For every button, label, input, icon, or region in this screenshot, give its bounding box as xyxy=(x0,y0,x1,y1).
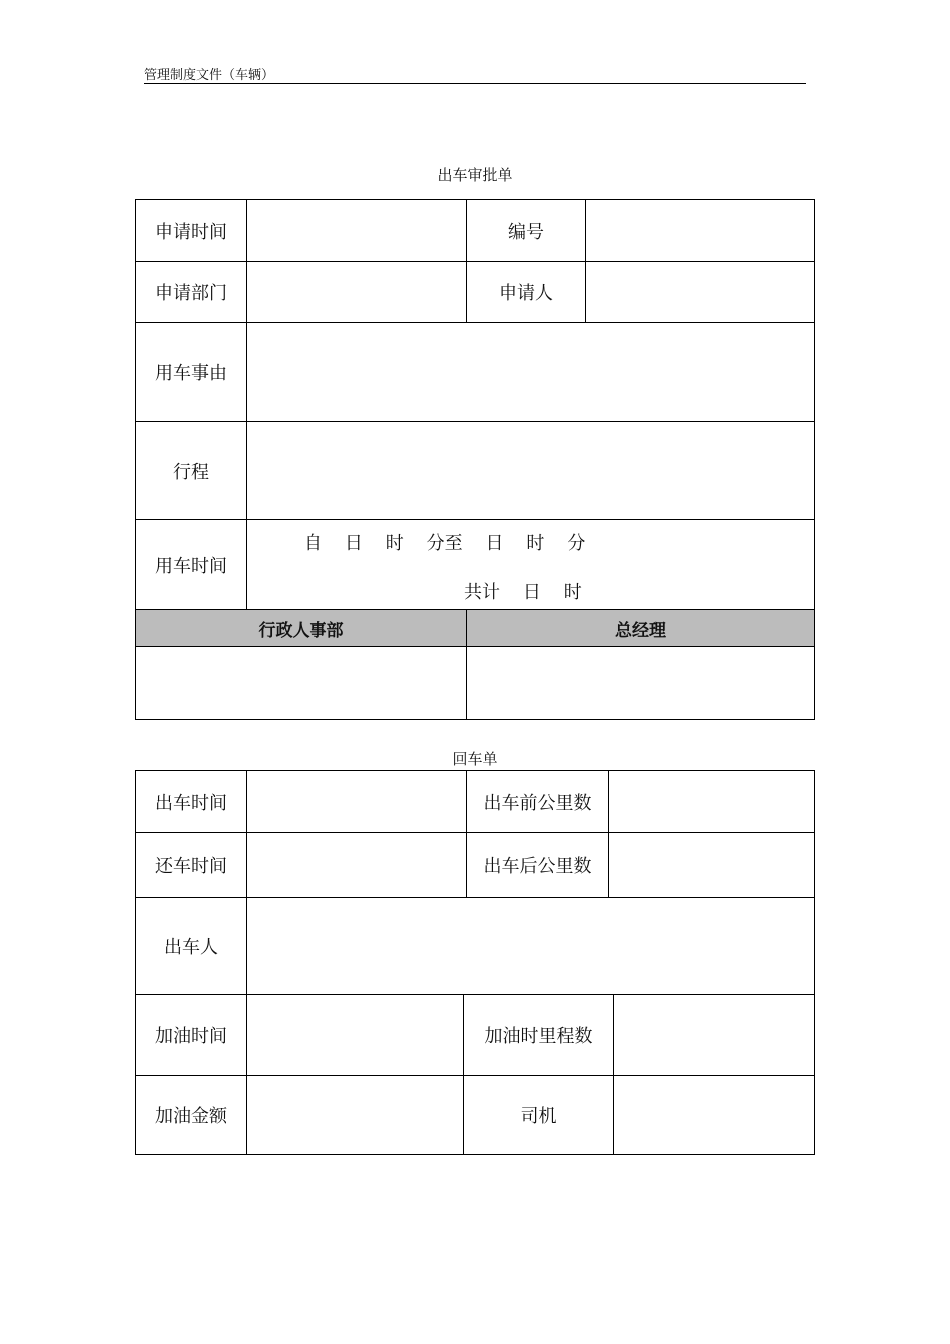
odometer-after-field[interactable] xyxy=(609,833,814,897)
use-time-range: 自 日 时 分至 日 时 分 xyxy=(304,533,586,554)
refuel-time-label: 加油时间 xyxy=(155,1026,227,1047)
number-field[interactable] xyxy=(586,200,814,261)
refuel-amount-label: 加油金额 xyxy=(155,1106,227,1127)
admin-hr-signature-field[interactable] xyxy=(136,647,466,719)
refuel-amount-field[interactable] xyxy=(247,1076,463,1154)
applicant-field[interactable] xyxy=(586,262,814,322)
itinerary-label: 行程 xyxy=(173,461,209,483)
odometer-before-label: 出车前公里数 xyxy=(483,792,592,814)
use-time-label: 用车时间 xyxy=(155,555,227,577)
use-time-total: 共计 日 时 xyxy=(464,582,582,603)
itinerary-field[interactable] xyxy=(247,422,814,519)
return-time-field[interactable] xyxy=(247,833,466,897)
driver-out-field[interactable] xyxy=(247,898,814,994)
driver-label: 司机 xyxy=(520,1106,557,1127)
header-rule xyxy=(144,83,806,84)
refuel-time-field[interactable] xyxy=(247,995,463,1075)
out-time-label: 出车时间 xyxy=(155,792,227,814)
return-time-label: 还车时间 xyxy=(155,856,227,877)
driver-out-label: 出车人 xyxy=(164,937,218,958)
gm-header: 总经理 xyxy=(615,620,666,641)
apply-dept-field[interactable] xyxy=(247,262,466,322)
gm-signature-field[interactable] xyxy=(467,647,814,719)
number-label: 编号 xyxy=(508,221,544,243)
refuel-mileage-field[interactable] xyxy=(614,995,814,1075)
return-form-table xyxy=(135,770,815,1155)
reason-label: 用车事由 xyxy=(155,363,227,384)
approval-form-title: 出车审批单 xyxy=(437,166,513,184)
odometer-after-label: 出车后公里数 xyxy=(483,856,592,877)
apply-time-label: 申请时间 xyxy=(155,221,227,243)
refuel-mileage-label: 加油时里程数 xyxy=(484,1026,593,1047)
document-header: 管理制度文件（车辆） xyxy=(144,68,275,83)
out-time-field[interactable] xyxy=(247,771,466,832)
apply-time-field[interactable] xyxy=(247,200,466,261)
return-form-title: 回车单 xyxy=(452,750,498,768)
odometer-before-field[interactable] xyxy=(609,771,814,832)
apply-dept-label: 申请部门 xyxy=(155,283,227,304)
approval-form-table xyxy=(135,199,815,720)
applicant-label: 申请人 xyxy=(499,283,553,304)
driver-field[interactable] xyxy=(614,1076,814,1154)
admin-hr-header: 行政人事部 xyxy=(258,620,344,641)
reason-field[interactable] xyxy=(247,323,814,421)
